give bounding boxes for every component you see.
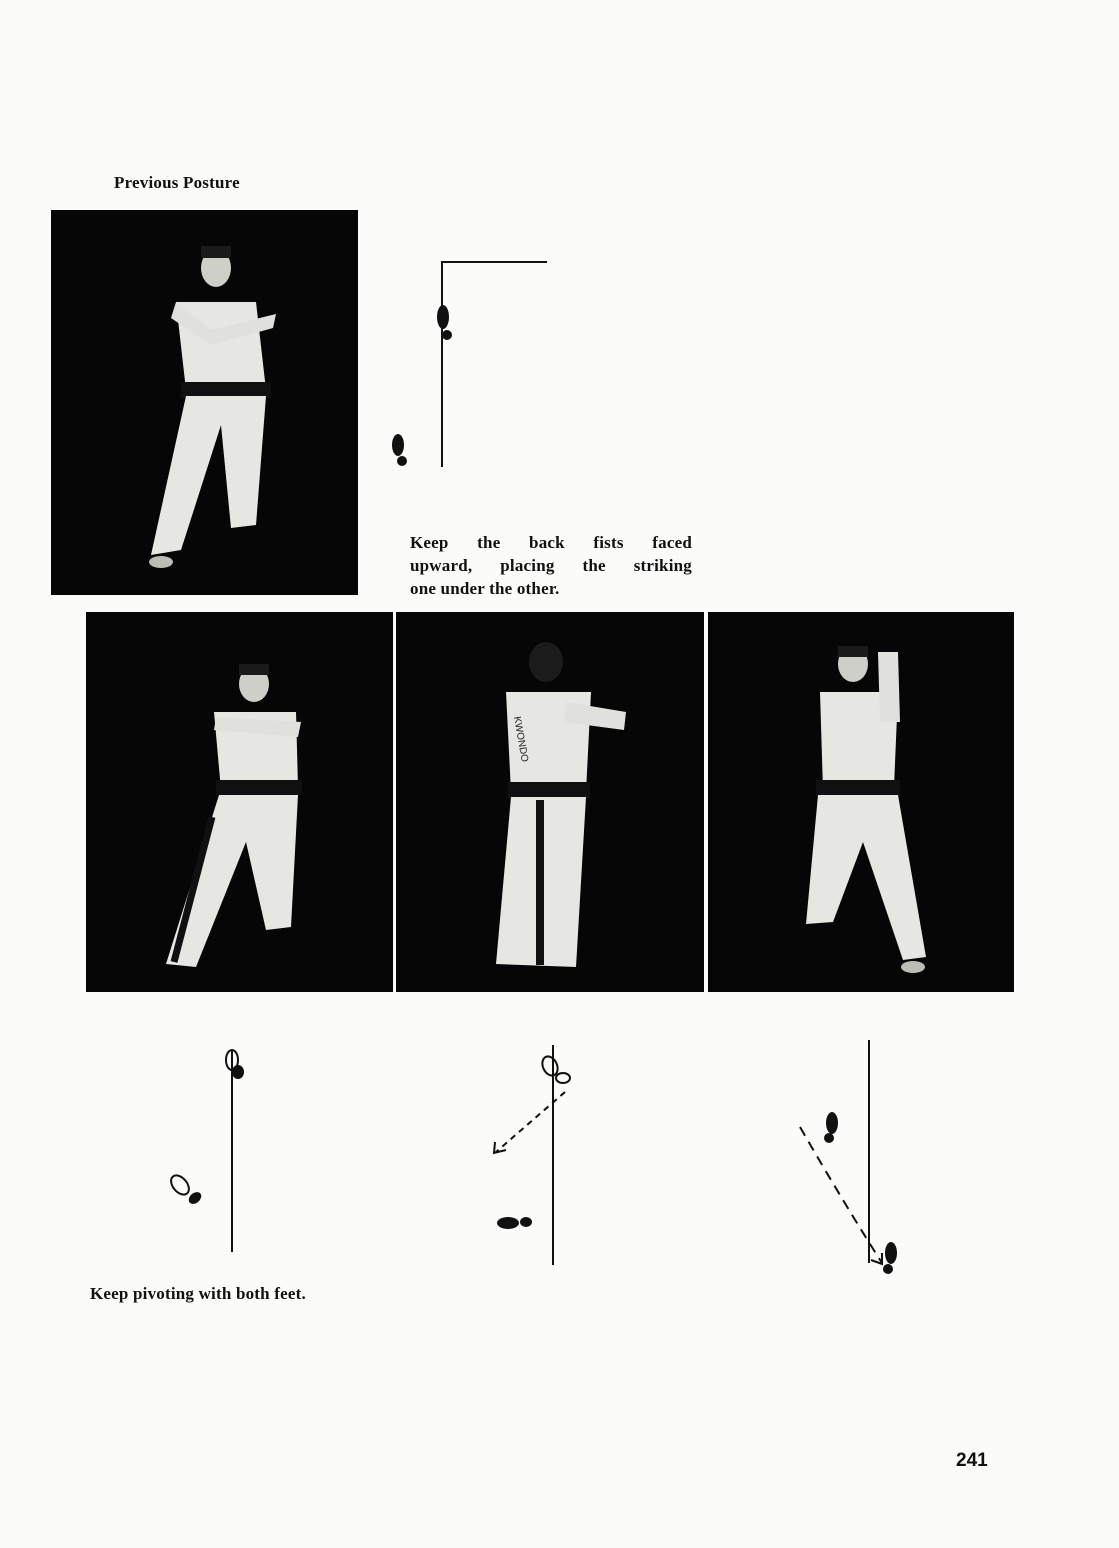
- footprint-outline-icon: [168, 1172, 204, 1206]
- caption-bottom: Keep pivoting with both feet.: [90, 1284, 306, 1303]
- martial-artist-figure: [708, 612, 1014, 992]
- footprint-icon: [883, 1242, 897, 1274]
- top-foot-diagram: [380, 255, 560, 480]
- caption-top: [410, 532, 692, 601]
- dashed-arrow: [496, 1092, 565, 1152]
- foot-diagram-1: [160, 1040, 260, 1260]
- footprint-icon: [437, 305, 452, 340]
- previous-posture-label: Previous Posture: [114, 173, 240, 192]
- foot-diagram-2: [480, 1040, 590, 1270]
- footprint-icon: [497, 1217, 532, 1229]
- foot-diagram-3: [790, 1035, 920, 1285]
- footprint-icon: [392, 434, 407, 466]
- step-photo-3: [708, 612, 1014, 992]
- martial-artist-figure: [396, 612, 704, 992]
- martial-artist-figure: [86, 612, 393, 992]
- svg-text:KWONDO: KWONDO: [511, 715, 530, 763]
- page-number: 241: [956, 1450, 988, 1471]
- caption-top-line: Keep the back fists faced: [410, 533, 692, 552]
- caption-top-line: upward, placing the striking: [410, 555, 692, 575]
- footprint-outline-icon: [539, 1054, 570, 1083]
- step-photo-1: [86, 612, 393, 992]
- step-photo-2: [396, 612, 704, 992]
- previous-posture-photo: [51, 210, 358, 595]
- martial-artist-figure: [51, 210, 358, 595]
- footprint-icon: [226, 1050, 244, 1079]
- footprint-icon: [824, 1112, 838, 1143]
- caption-top-line: one under the other.: [410, 578, 560, 598]
